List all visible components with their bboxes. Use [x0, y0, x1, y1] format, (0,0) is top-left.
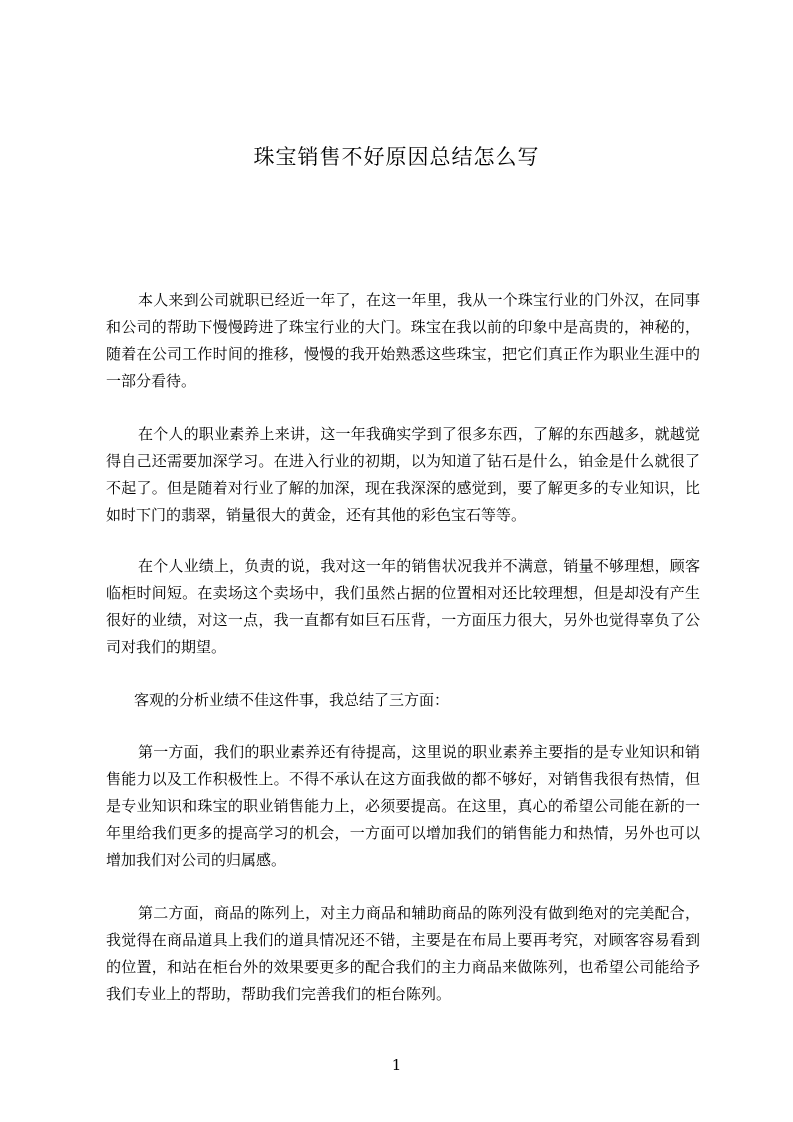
paragraph-professional-quality: 在个人的职业素养上来讲，这一年我确实学到了很多东西，了解的东西越多，就越觉得自己还需要加深学习。在进入行业的初期，以为知道了钻石是什么，铂金是什么就很了不起了。但是随着对行业了解的加深，现在我深深的感觉到，要了解更多的专业知识，比如时下门的翡翠，销量很大的黄金，还有其他的彩色宝石等等。	[106, 425, 700, 524]
page-number: 1	[391, 1056, 402, 1074]
paragraph-second-aspect: 第二方面，商品的陈列上，对主力商品和辅助商品的陈列没有做到绝对的完美配合，我觉得在商品道具上我们的道具情况还不错，主要是在布局上要再考究，对顾客容易看到的位置，和站在柜台外的效果要更多的配合我们的主力商品来做陈列，也希望公司能给予我们专业上的帮助，帮助我们完善我们的柜台陈列。	[106, 904, 700, 1003]
paragraph-performance: 在个人业绩上，负责的说，我对这一年的销售状况我并不满意，销量不够理想，顾客临柜时间短。在卖场这个卖场中，我们虽然占据的位置相对还比较理想，但是却没有产生很好的业绩，对这一点，我一直都有如巨石压背，一方面压力很大，另外也觉得辜负了公司对我们的期望。	[106, 557, 700, 656]
paragraph-analysis-intro: 客观的分析业绩不佳这件事，我总结了三方面：	[134, 691, 450, 709]
paragraph-intro: 本人来到公司就职已经近一年了，在这一年里，我从一个珠宝行业的门外汉，在同事和公司的帮助下慢慢跨进了珠宝行业的大门。珠宝在我以前的印象中是高贵的，神秘的，随着在公司工作时间的推移，慢慢的我开始熟悉这些珠宝，把它们真正作为职业生涯中的一部分看待。	[106, 291, 700, 390]
page-title: 珠宝销售不好原因总结怎么写	[253, 145, 540, 169]
paragraph-first-aspect: 第一方面，我们的职业素养还有待提高，这里说的职业素养主要指的是专业知识和销售能力以及工作积极性上。不得不承认在这方面我做的都不够好，对销售我很有热情，但是专业知识和珠宝的职业销售能力上，必须要提高。在这里，真心的希望公司能在新的一年里给我们更多的提高学习的机会，一方面可以增加我们的销售能力和热情，另外也可以增加我们对公司的归属感。	[106, 743, 700, 869]
